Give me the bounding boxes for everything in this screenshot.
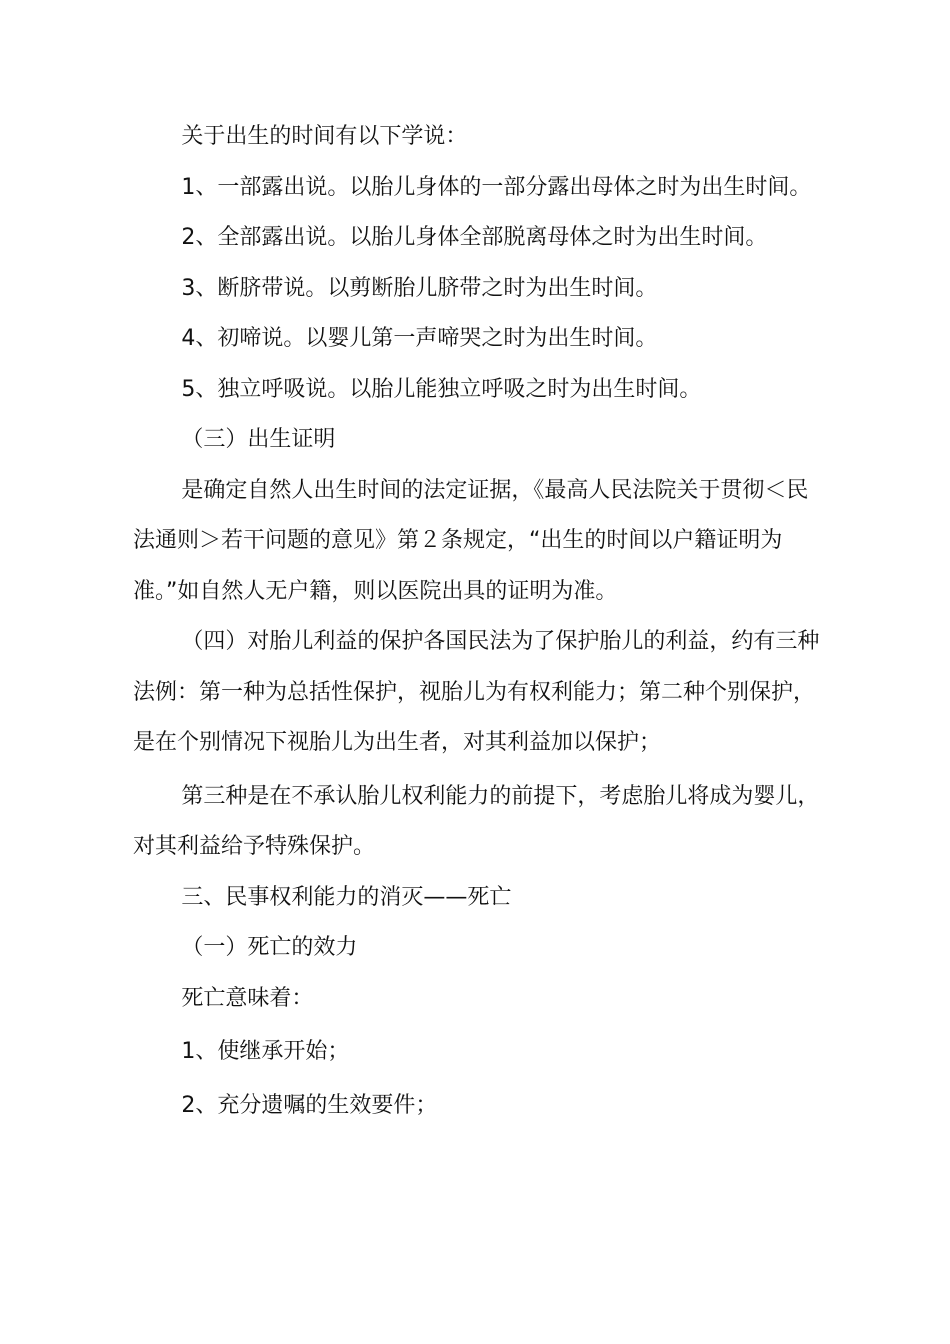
- document-body: [133, 112, 823, 1131]
- paragraph-theory-2: 2、全部露出说。以胎儿身体全部脱离母体之时为出生时间。: [181, 225, 768, 250]
- paragraph-theory-3: 3、断脐带说。以剪断胎儿脐带之时为出生时间。: [181, 275, 658, 301]
- section-heading-death-effect: （一）死亡的效力: [181, 935, 358, 960]
- paragraph-death-means: 死亡意味着：: [181, 985, 314, 1011]
- paragraph-birth-certificate: 是确定自然人出生时间的法定证据，《最高人民法院关于贯彻＜民法通则＞若干问题的意见》第２条规定，“出生的时间以户籍证明为准。”如自然人无户籍，则以医院出具的证明为准。: [133, 477, 809, 604]
- paragraph-death-effect-2: 2、充分遗嘱的生效要件；: [181, 1092, 438, 1118]
- paragraph-theory-4: 4、初啼说。以婴儿第一声啼哭之时为出生时间。: [181, 326, 658, 351]
- paragraph-fetus-protection: （四）对胎儿利益的保护各国民法为了保护胎儿的利益，约有三种法例：第一种为总括性保护，视胎儿为有权利能力；第二种个别保护，是在个别情况下视胎儿为出生者，对其利益加以保护；: [133, 629, 820, 755]
- section-heading-death: 三、民事权利能力的消灭——死亡: [181, 884, 512, 910]
- paragraph-theory-1: 1、一部露出说。以胎儿身体的一部分露出母体之时为出生时间。: [181, 174, 812, 200]
- paragraph-birth-time-theories: 关于出生的时间有以下学说：: [181, 124, 468, 149]
- section-heading-birth-certificate: （三）出生证明: [181, 427, 336, 452]
- paragraph-third-method: 第三种是在不承认胎儿权利能力的前提下，考虑胎儿将成为婴儿，对其利益给予特殊保护。: [133, 783, 820, 859]
- paragraph-death-effect-1: 1、使继承开始；: [181, 1039, 350, 1064]
- paragraph-theory-5: 5、独立呼吸说。以胎儿能独立呼吸之时为出生时间。: [181, 376, 702, 402]
